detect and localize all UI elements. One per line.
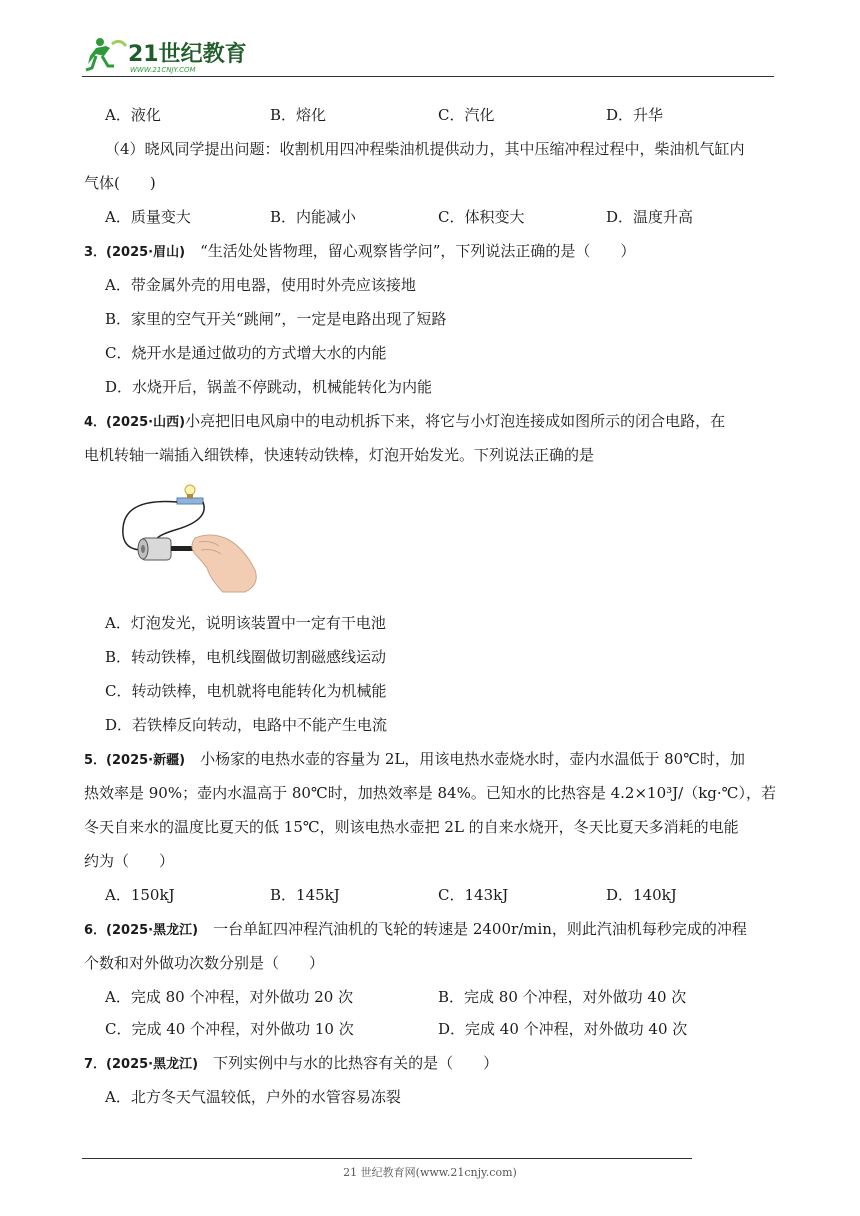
logo-subtext: WWW.21CNJY.COM (130, 66, 196, 74)
q2-sub4-option-b: B．内能减小 (270, 208, 357, 226)
q3-option-d: D．水烧开后，锅盖不停跳动，机械能转化为内能 (105, 378, 433, 396)
q3-option-b: B．家里的空气开关“跳闸”，一定是电路出现了短路 (105, 310, 447, 328)
q5-stem-line4: 约为（ ） (84, 852, 175, 870)
logo-text: 21世纪教育 (128, 42, 247, 67)
q5-stem-line1: 5．(2025·新疆) 小杨家的电热水壶的容量为 2L，用该电热水壶烧水时，壶内水温低于 80℃时，加 (84, 750, 745, 768)
q4-option-d: D．若铁棒反向转动，电路中不能产生电流 (105, 716, 388, 734)
q2-sub4-line1: （4）晓风同学提出问题：收割机用四冲程柴油机提供动力，其中压缩冲程过程中，柴油机气缸内 (105, 140, 745, 158)
q6-number: 6．(2025·黑龙江) (84, 923, 199, 938)
q2-option-c: C．汽化 (438, 106, 495, 124)
q3-option-a: A．带金属外壳的用电器，使用时外壳应该接地 (105, 276, 416, 294)
page-header (82, 30, 774, 80)
q5-stem-line2: 热效率是 90%；壶内水温高于 80℃时，加热效率是 84%。已知水的比热容是 4.2×10³J/（kg·℃），若 (84, 784, 776, 802)
q5-number: 5．(2025·新疆) (84, 753, 186, 768)
q5-stem-line3: 冬天自来水的温度比夏天的低 15℃，则该电热水壶把 2L 的自来水烧开，冬天比夏天多消耗的电能 (84, 818, 739, 836)
q2-option-b: B．熔化 (270, 106, 327, 124)
q2-option-d: D．升华 (606, 106, 664, 124)
q5-option-a: A．150kJ (105, 886, 175, 904)
header-rule (82, 76, 774, 77)
q7-option-a: A．北方冬天气温较低，户外的水管容易冻裂 (105, 1088, 401, 1106)
q2-sub4-line2: 气体( ) (84, 174, 156, 192)
q2-sub4-option-c: C．体积变大 (438, 208, 525, 226)
q7-number: 7．(2025·黑龙江) (84, 1057, 199, 1072)
q4-option-a: A．灯泡发光，说明该装置中一定有干电池 (105, 614, 386, 632)
q3-option-c: C．烧开水是通过做功的方式增大水的内能 (105, 344, 387, 362)
motor-circuit-figure (115, 480, 265, 595)
page-footer[interactable]: 21 世纪教育网(www.21cnjy.com) (343, 1166, 517, 1179)
q2-sub4-option-d: D．温度升高 (606, 208, 694, 226)
q6-option-d: D．完成 40 个冲程，对外做功 40 次 (438, 1020, 688, 1038)
q3-number: 3．(2025·眉山) (84, 245, 186, 260)
footer-rule (82, 1158, 692, 1159)
q6-option-b: B．完成 80 个冲程，对外做功 40 次 (438, 988, 687, 1006)
q3-stem: 3．(2025·眉山) “生活处处皆物理，留心观察皆学问”，下列说法正确的是（ ） (84, 242, 636, 260)
q2-option-a: A．液化 (105, 106, 161, 124)
q7-stem: 7．(2025·黑龙江) 下列实例中与水的比热容有关的是（ ） (84, 1054, 499, 1072)
q2-sub4-option-a: A．质量变大 (105, 208, 191, 226)
q4-stem-line2: 电机转轴一端插入细铁棒，快速转动铁棒，灯泡开始发光。下列说法正确的是 (84, 446, 595, 464)
q6-stem-line1: 6．(2025·黑龙江) 一台单缸四冲程汽油机的飞轮的转速是 2400r/min，则此汽油机每秒完成的冲程 (84, 920, 747, 938)
q5-option-d: D．140kJ (606, 886, 677, 904)
q4-stem-line1: 4．(2025·山西)小亮把旧电风扇中的电动机拆下来，将它与小灯泡连接成如图所示的闭合电路，在 (84, 412, 726, 430)
q4-number: 4．(2025·山西) (84, 415, 186, 430)
q4-option-b: B．转动铁棒，电机线圈做切割磁感线运动 (105, 648, 387, 666)
q4-option-c: C．转动铁棒，电机就将电能转化为机械能 (105, 682, 387, 700)
q6-option-c: C．完成 40 个冲程，对外做功 10 次 (105, 1020, 354, 1038)
q5-option-b: B．145kJ (270, 886, 340, 904)
q6-option-a: A．完成 80 个冲程，对外做功 20 次 (105, 988, 354, 1006)
logo-21cnjy (82, 34, 272, 76)
q6-stem-line2: 个数和对外做功次数分别是（ ） (84, 954, 325, 972)
q5-option-c: C．143kJ (438, 886, 509, 904)
